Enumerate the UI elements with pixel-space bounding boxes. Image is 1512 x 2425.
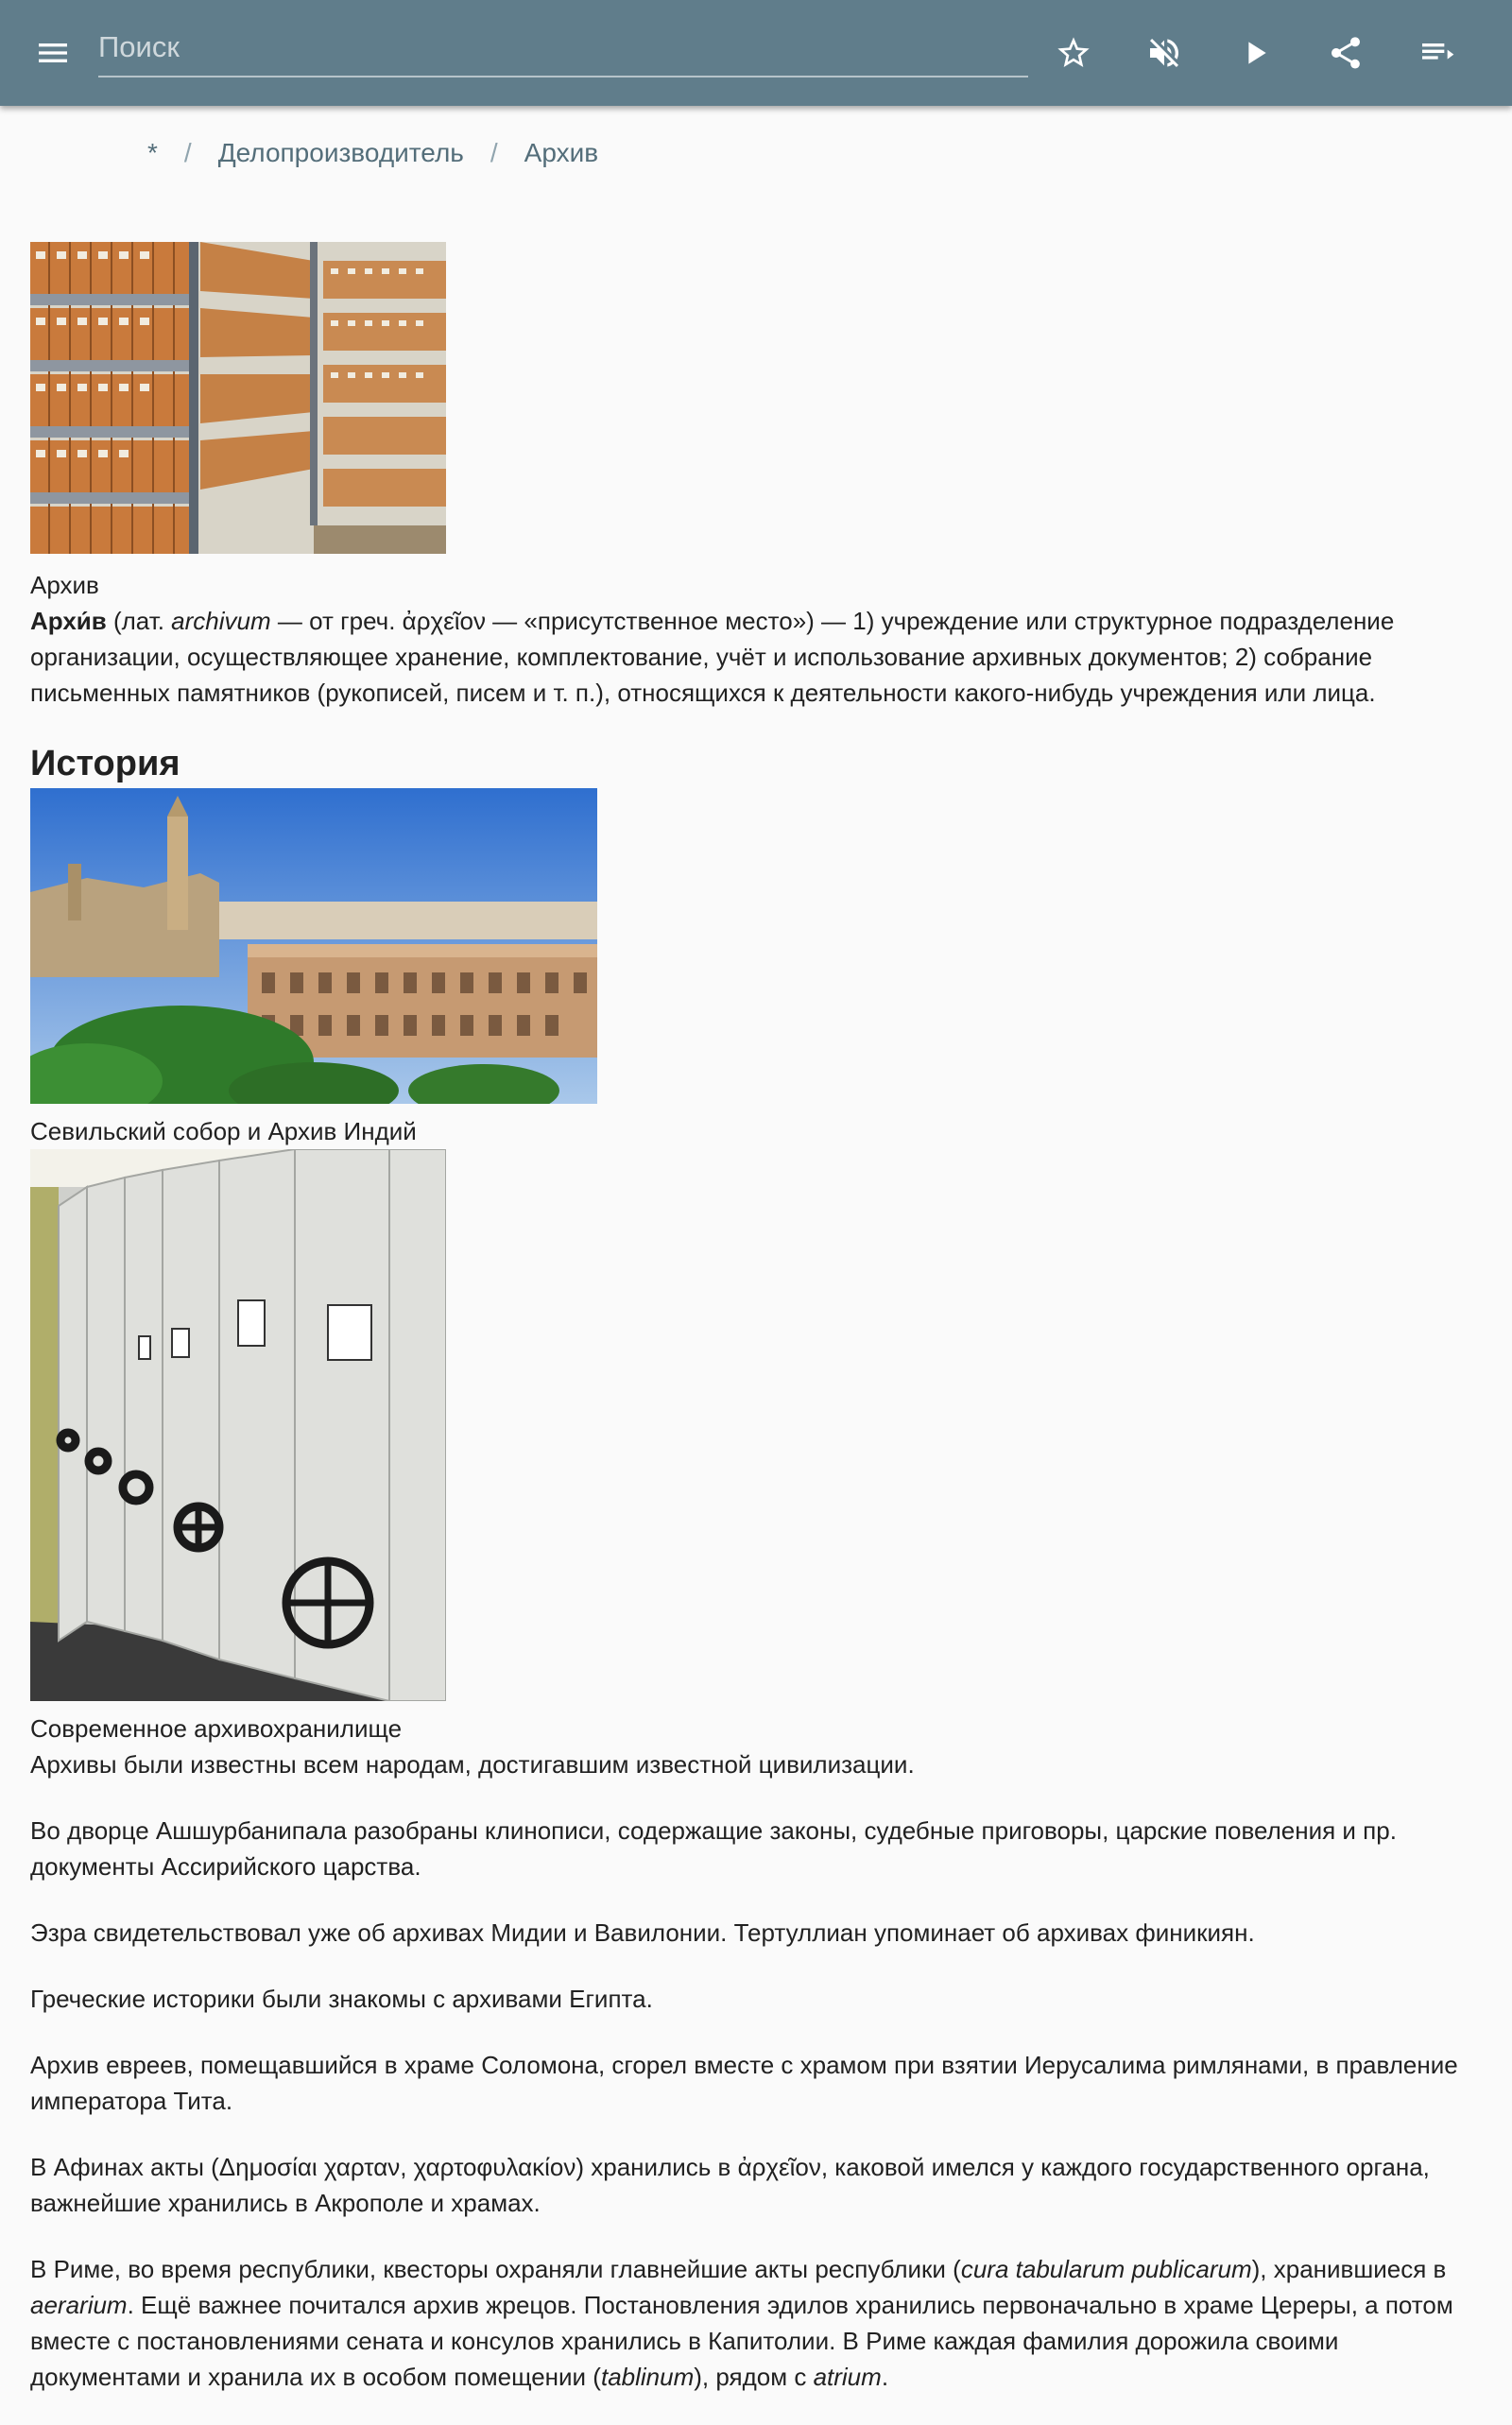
seville-cathedral-image bbox=[30, 788, 597, 1104]
figure-caption: Севильский собор и Архив Индий bbox=[30, 1117, 417, 1145]
figure-caption: Современное архивохранилище bbox=[30, 1714, 403, 1743]
paragraph-rome: В Риме, во время республики, квесторы охраняли главнейшие акты республики (cura tabularum publicarum), хранившиеся в aerarium. Ещё важнее почитался архив жрецов. Постановления эдилов хранились первоначально в храме Цереры, а потом вместе с постановлениями сената и консулов хранились в Капитолии. В Риме каждая фамилия дорожила своими документами и хранила их в особом помещении (tablinum), рядом с atrium. bbox=[30, 2255, 1453, 2391]
breadcrumb-item-current[interactable]: Архив bbox=[524, 138, 599, 167]
share-icon bbox=[1327, 34, 1365, 72]
star-outline-icon bbox=[1055, 34, 1092, 72]
breadcrumb-separator: / bbox=[490, 138, 498, 167]
section-heading-history: История bbox=[30, 744, 180, 783]
menu-button[interactable] bbox=[23, 23, 83, 83]
paragraph: Эзра свидетельствовал уже об архивах Мидии и Вавилонии. Тертуллиан упоминает об архивах финикиян. bbox=[30, 1918, 1255, 1947]
paragraph: В Афинах акты (Δημοσίαι χαρταν, χαρτοφυλακίον) хранились в ἀρχεῖον, каковой имелся у каждого государственного органа, важнейшие хранились в Акрополе и храмах. bbox=[30, 2153, 1430, 2217]
breadcrumb bbox=[147, 138, 598, 168]
paragraph: Во дворце Ашшурбанипала разобраны клинописи, содержащие законы, судебные приговоры, царские повеления и пр. документы Ассирийского царства. bbox=[30, 1816, 1397, 1881]
share-button[interactable] bbox=[1315, 23, 1376, 83]
paragraph: Архивы были известны всем народам, достигавшим известной цивилизации. bbox=[30, 1750, 915, 1779]
search-input[interactable] bbox=[98, 19, 1028, 77]
paragraph: Греческие историки были знакомы с архивами Египта. bbox=[30, 1985, 653, 2013]
intro-paragraph: Архи́в (лат. archivum — от греч. ἀρχεῖον — «присутственное место») — 1) учреждение или структурное подразделение организации, осуществляющее хранение, комплектование, учёт и использование архивных документов; 2) собрание письменных памятников (рукописей, писем и т. п.), относящихся к деятельности какого-нибудь учреждения или лица. bbox=[30, 607, 1395, 707]
article bbox=[30, 242, 1482, 2425]
play-icon bbox=[1236, 34, 1274, 72]
playlist-icon bbox=[1418, 34, 1455, 72]
app-bar bbox=[0, 0, 1512, 106]
paragraph: Архив евреев, помещавшийся в храме Соломона, сгорел вместе с храмом при взятии Иерусалима римлянами, в правление императора Тита. bbox=[30, 2051, 1458, 2115]
menu-icon bbox=[34, 34, 72, 72]
bookmark-button[interactable] bbox=[1043, 23, 1104, 83]
term-headword: Архи́в bbox=[30, 607, 107, 635]
breadcrumb-item-category[interactable]: Делопроизводитель bbox=[217, 138, 464, 167]
figure-caption: Архив bbox=[30, 571, 99, 599]
breadcrumb-root[interactable]: * bbox=[147, 138, 158, 167]
contents-button[interactable] bbox=[1406, 23, 1467, 83]
archive-shelves-image bbox=[30, 242, 446, 554]
volume-off-icon bbox=[1145, 34, 1183, 72]
mute-button[interactable] bbox=[1134, 23, 1194, 83]
play-button[interactable] bbox=[1225, 23, 1285, 83]
archive-storage-image bbox=[30, 1149, 446, 1701]
breadcrumb-separator: / bbox=[183, 138, 192, 167]
